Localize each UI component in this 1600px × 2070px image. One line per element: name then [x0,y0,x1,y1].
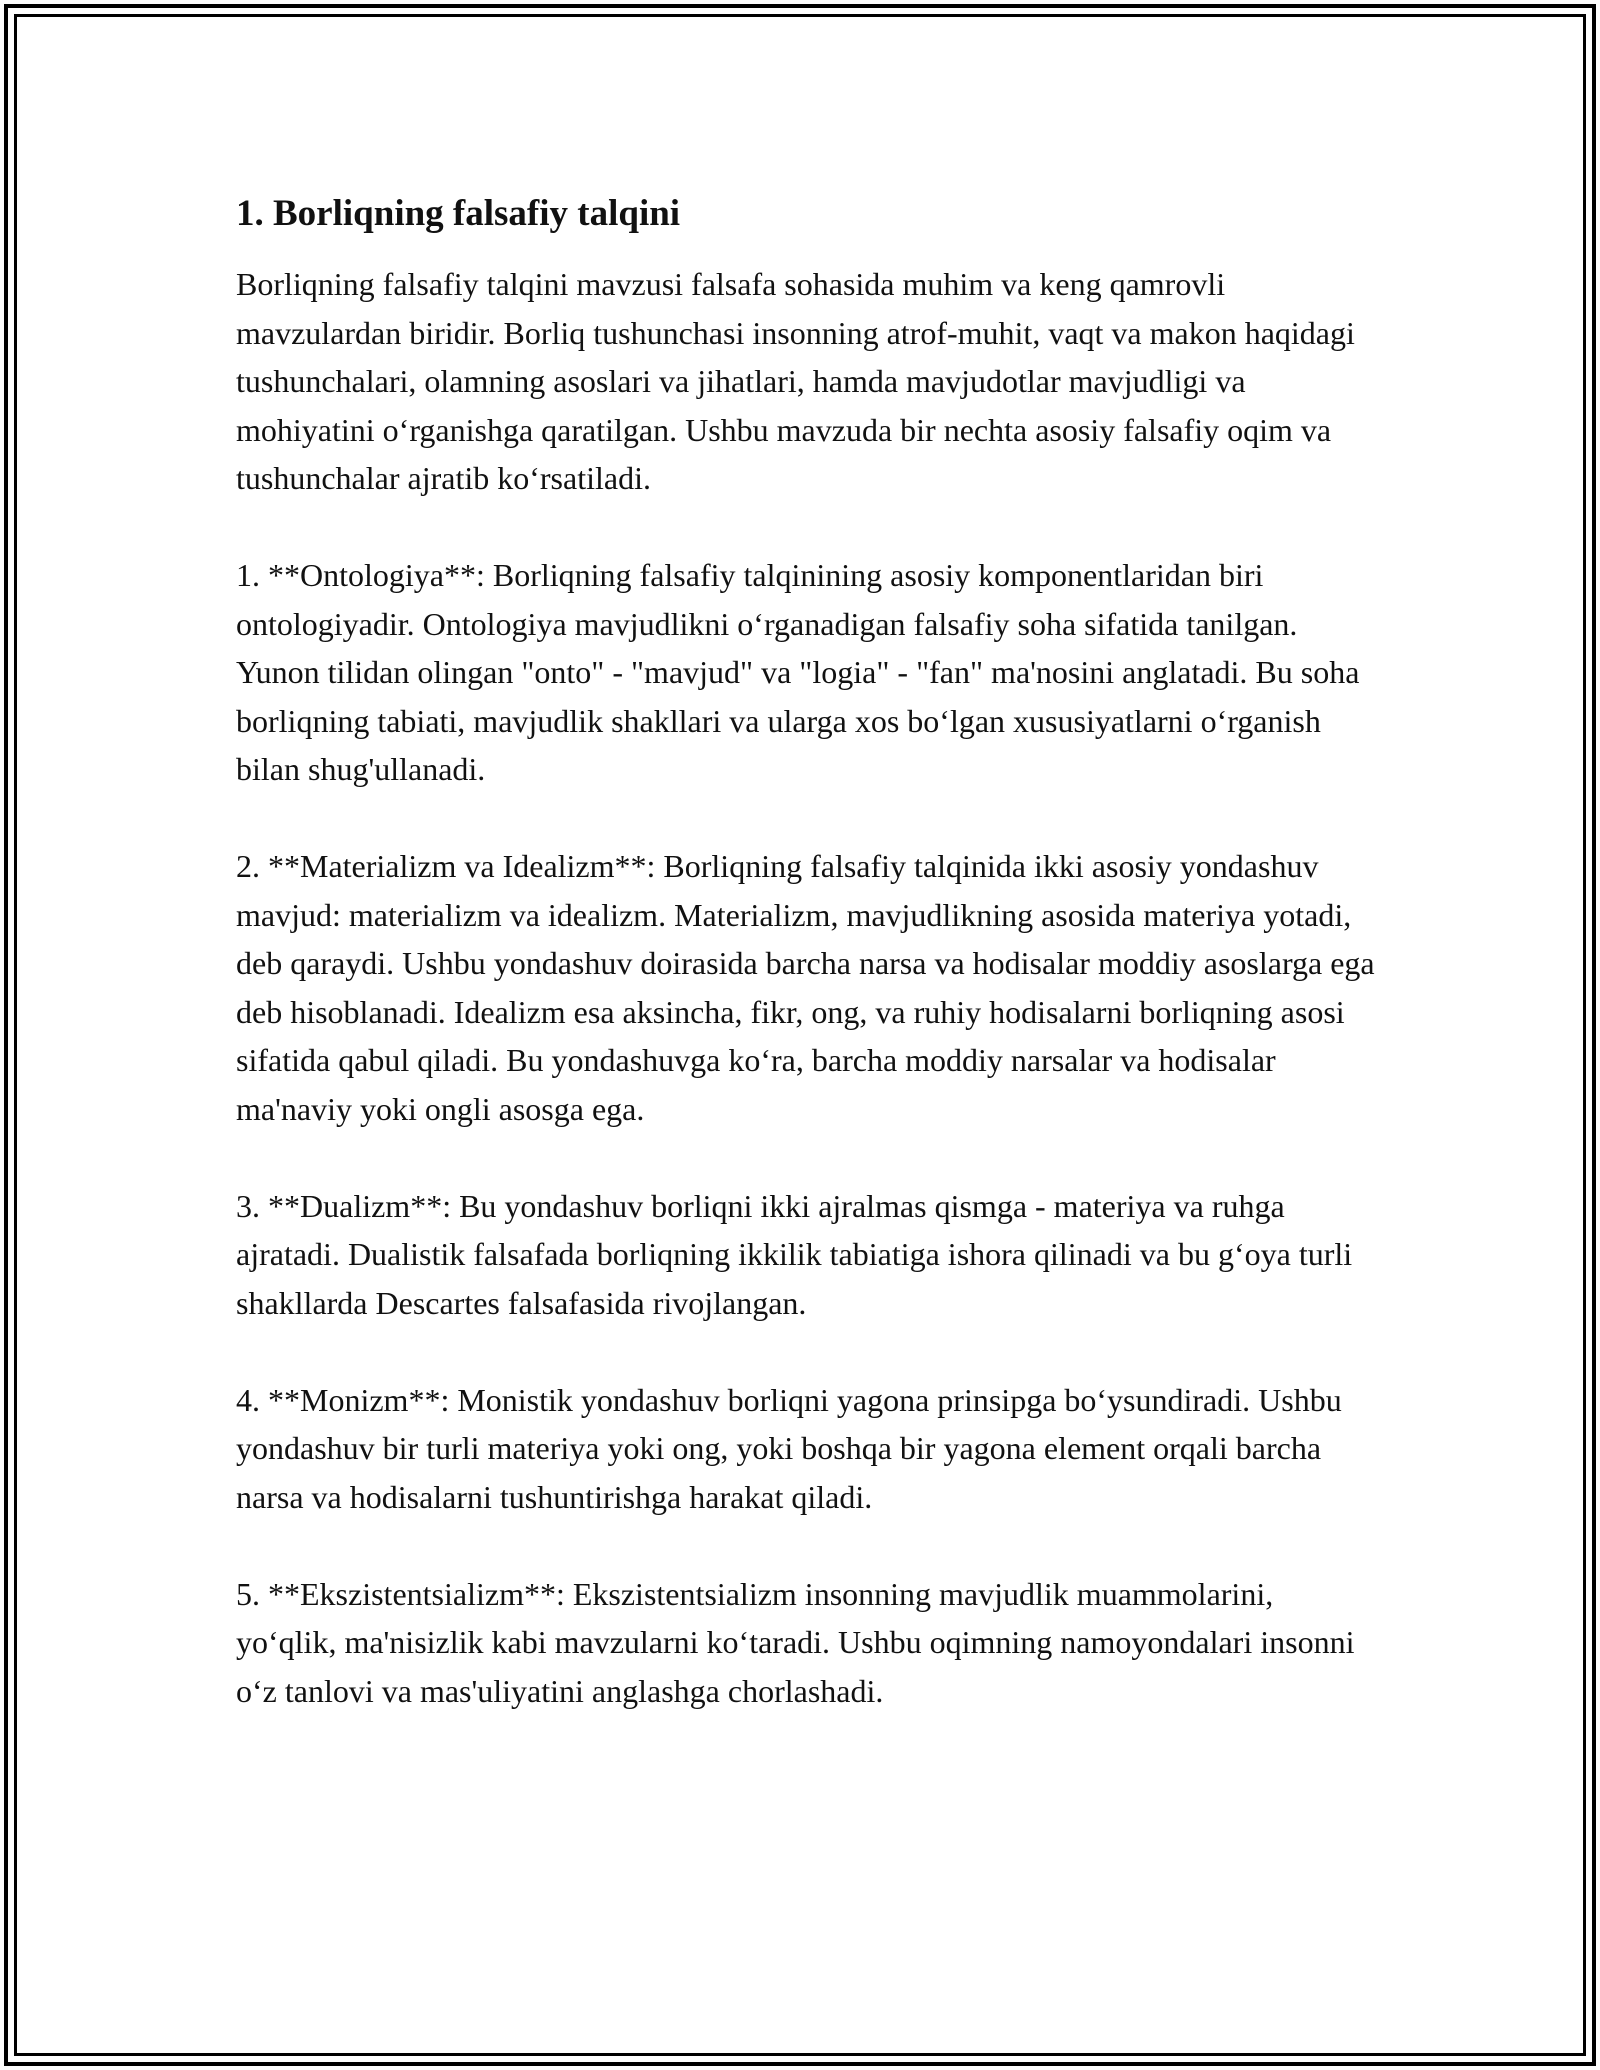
materializm-idealizm-paragraph: 2. **Materializm va Idealizm**: Borliqning falsafiy talqinida ikki asosiy yondashuv mavjud: materializm va idealizm. Materializm, mavjudlikning asosida materiya yotadi, deb qaraydi. Ushbu yondashuv doirasida barcha narsa va hodisalar moddiy asoslarga ega deb hisoblanadi. Idealizm esa aksincha, fikr, ong, va ruhiy hodisalarni borliqning asosi sifatida qabul qiladi. Bu yondashuvga ko‘ra, barcha moddiy narsalar va hodisalar ma'naviy yoki ongli asosga ega. [236,848,1375,1127]
dualizm-paragraph: 3. **Dualizm**: Bu yondashuv borliqni ikki ajralmas qismga - materiya va ruhga ajratadi. Dualistik falsafada borliqning ikkilik tabiatiga ishora qilinadi va bu g‘oya turli shakllarda Descartes falsafasida rivojlangan. [236,1187,1353,1321]
ontologiya-paragraph: 1. **Ontologiya**: Borliqning falsafiy talqinining asosiy komponentlaridan biri ontologiyadir. Ontologiya mavjudlikni o‘rganadigan falsafiy soha sifatida tanilgan. Yunon tilidan olingan "onto" - "mavjud" va "logia" - "fan" ma'nosini anglatadi. Bu soha borliqning tabiati, mavjudlik shakllari va ularga xos bo‘lgan xususiyatlarni o‘rganish bilan shug'ullanadi. [236,557,1360,787]
intro-paragraph: Borliqning falsafiy talqini mavzusi falsafa sohasida muhim va keng qamrovli mavzulardan biridir. Borliq tushunchasi insonning atrof-muhit, vaqt va makon haqidagi tushunchalari, olamning asoslari va jihatlari, hamda mavjudotlar mavjudligi va mohiyatini o‘rganishga qaratilgan. Ushbu mavzuda bir nechta asosiy falsafiy oqim va tushunchalar ajratib ko‘rsatiladi. [236,266,1355,496]
ekszistentsializm-paragraph: 5. **Ekszistentsializm**: Ekszistentsializm insonning mavjudlik muammolarini, yo‘qlik, ma'nisizlik kabi mavzularni ko‘taradi. Ushbu oqimning namoyondalari insonni o‘z tanlovi va mas'uliyatini anglashga chorlashadi. [236,1575,1355,1709]
document-body [236,190,1376,1764]
monizm-paragraph: 4. **Monizm**: Monistik yondashuv borliqni yagona prinsipga bo‘ysundiradi. Ushbu yondashuv bir turli materiya yoki ong, yoki boshqa bir yagona element orqali barcha narsa va hodisalarni tushuntirishga harakat qiladi. [236,1381,1342,1515]
document-title: 1. Borliqning falsafiy talqini [236,193,681,234]
